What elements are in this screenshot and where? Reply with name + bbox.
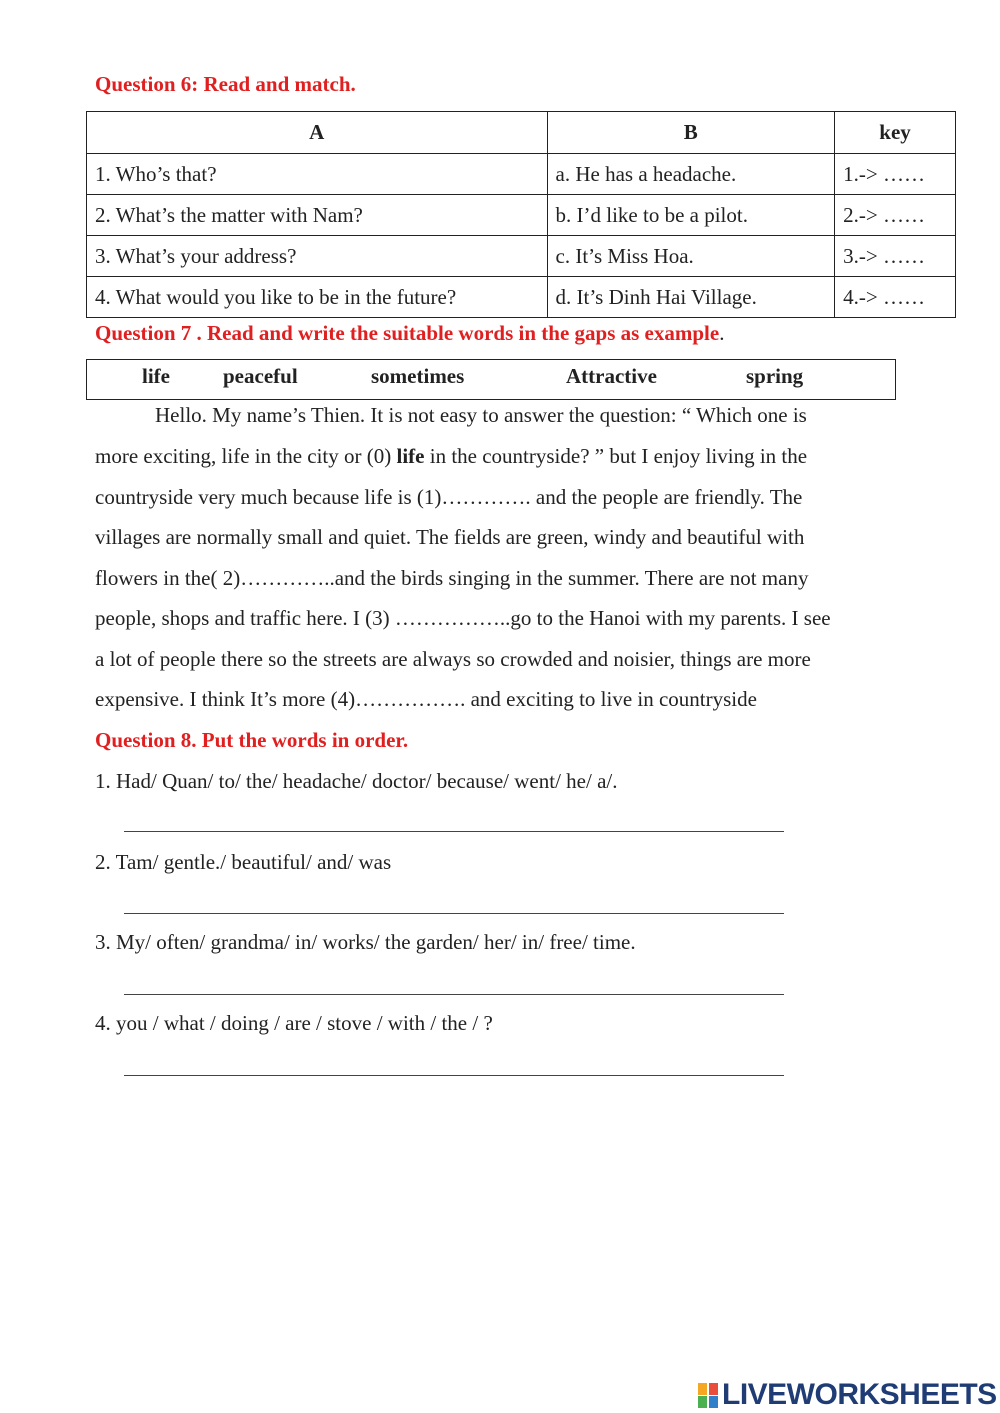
word-bank-item: spring bbox=[746, 364, 804, 388]
passage-text: more exciting, life in the city or (0) bbox=[95, 444, 397, 468]
answer-cell: c. It’s Miss Hoa. bbox=[547, 236, 835, 277]
key-cell[interactable]: 4.-> …… bbox=[835, 277, 956, 318]
reorder-task: 4. you / what / doing / are / stove / with / the / ? bbox=[95, 1011, 493, 1035]
answer-cell: d. It’s Dinh Hai Village. bbox=[547, 277, 835, 318]
match-table bbox=[86, 111, 956, 318]
reorder-task: 3. My/ often/ grandma/ in/ works/ the garden/ her/ in/ free/ time. bbox=[95, 930, 636, 954]
answer-cell: b. I’d like to be a pilot. bbox=[547, 195, 835, 236]
column-header-b: B bbox=[547, 112, 835, 154]
reorder-task: 2. Tam/ gentle./ beautiful/ and/ was bbox=[95, 850, 392, 874]
question-7-title-text: Question 7 . Read and write the suitable words in the gaps as example bbox=[95, 321, 720, 345]
example-answer: life bbox=[396, 444, 425, 468]
table-row bbox=[87, 277, 956, 318]
liveworksheets-logo bbox=[698, 1378, 997, 1412]
question-8-title: Question 8. Put the words in order. bbox=[95, 728, 409, 752]
passage-line: Hello. My name’s Thien. It is not easy to answer the question: “ Which one is bbox=[155, 403, 807, 427]
table-header-row bbox=[87, 112, 956, 154]
answer-line[interactable] bbox=[124, 994, 784, 995]
question-cell: 1. Who’s that? bbox=[87, 154, 548, 195]
passage-line: people, shops and traffic here. I (3) ……………..go to the Hanoi with my parents. I see bbox=[95, 606, 831, 630]
passage-line bbox=[95, 444, 807, 469]
word-bank-item: peaceful bbox=[223, 364, 298, 388]
question-cell: 3. What’s your address? bbox=[87, 236, 548, 277]
table-row bbox=[87, 154, 956, 195]
passage-line: expensive. I think It’s more (4)……………. and exciting to live in countryside bbox=[95, 687, 757, 711]
passage-line: countryside very much because life is (1)…………. and the people are friendly. The bbox=[95, 485, 803, 509]
passage-text: in the countryside? ” but I enjoy living in the bbox=[424, 444, 808, 468]
table-row bbox=[87, 236, 956, 277]
word-bank-item: sometimes bbox=[371, 364, 465, 388]
liveworksheets-mark-icon bbox=[698, 1381, 720, 1409]
question-cell: 4. What would you like to be in the future? bbox=[87, 277, 548, 318]
liveworksheets-wordmark: LIVEWORKSHEETS bbox=[722, 1378, 997, 1411]
key-cell[interactable]: 1.-> …… bbox=[835, 154, 956, 195]
question-7-title bbox=[95, 321, 724, 346]
table-row bbox=[87, 195, 956, 236]
passage-line: villages are normally small and quiet. The fields are green, windy and beautiful with bbox=[95, 525, 805, 549]
word-bank-item: Attractive bbox=[566, 364, 657, 388]
column-header-a: A bbox=[87, 112, 548, 154]
answer-line[interactable] bbox=[124, 831, 784, 832]
question-7-title-period: . bbox=[719, 321, 725, 345]
question-cell: 2. What’s the matter with Nam? bbox=[87, 195, 548, 236]
answer-line[interactable] bbox=[124, 1075, 784, 1076]
word-bank bbox=[86, 359, 896, 400]
reorder-task: 1. Had/ Quan/ to/ the/ headache/ doctor/ because/ went/ he/ a/. bbox=[95, 769, 618, 793]
key-cell[interactable]: 2.-> …… bbox=[835, 195, 956, 236]
question-6-title: Question 6: Read and match. bbox=[95, 72, 356, 96]
column-header-key: key bbox=[835, 112, 956, 154]
passage-line: flowers in the( 2)…………..and the birds singing in the summer. There are not many bbox=[95, 566, 809, 590]
key-cell[interactable]: 3.-> …… bbox=[835, 236, 956, 277]
word-bank-item: life bbox=[142, 364, 170, 388]
answer-line[interactable] bbox=[124, 913, 784, 914]
passage-line: a lot of people there so the streets are always so crowded and noisier, things are more bbox=[95, 647, 811, 671]
answer-cell: a. He has a headache. bbox=[547, 154, 835, 195]
